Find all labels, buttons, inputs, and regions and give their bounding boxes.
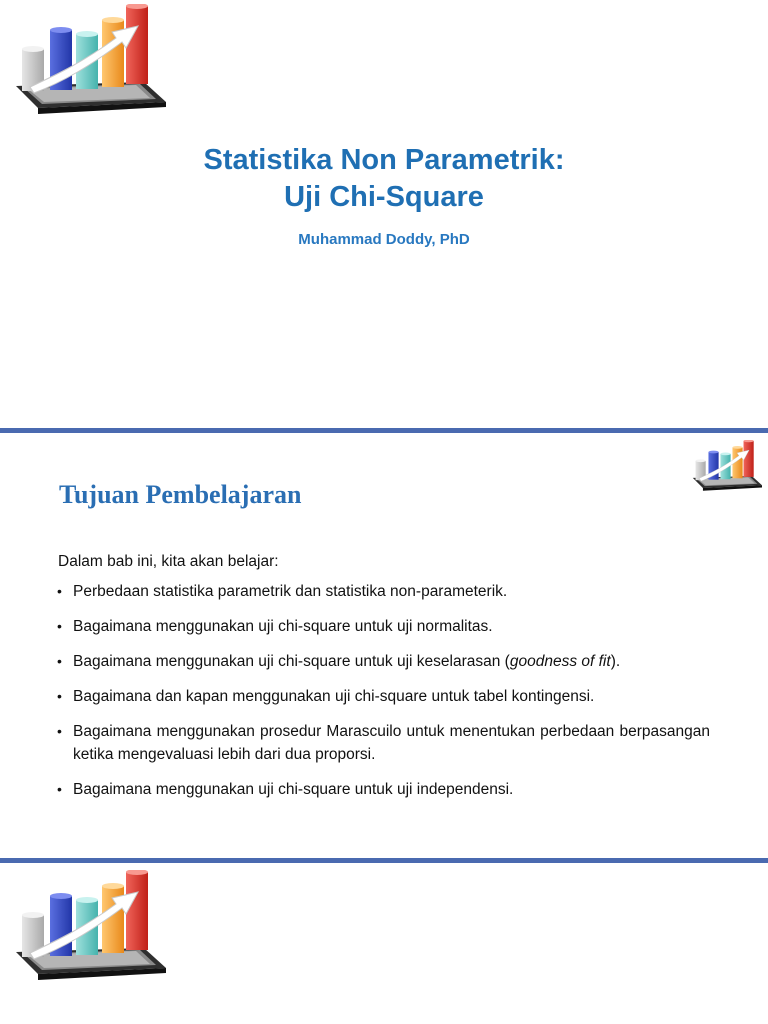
slide-title: Tujuan Pembelajaran [59,480,302,509]
objectives-list [56,580,710,813]
title-line-2: Uji Chi-Square [284,181,484,213]
list-item: • Perbedaan statistika parametrik dan statistika non-parameterik. [56,580,710,603]
intro-text: Dalam bab ini, kita akan belajar: [58,553,279,570]
list-item: • Bagaimana dan kapan menggunakan uji chi-square untuk tabel kontingensi. [56,685,710,708]
bar-chart-tablet-icon [8,4,168,134]
objectives-slide [0,434,768,858]
list-item: • Bagaimana menggunakan uji chi-square untuk uji normalitas. [56,615,710,638]
bar-chart-tablet-icon [8,870,168,1000]
author-name: Muhammad Doddy, PhD [298,231,470,248]
title-line-1: Statistika Non Parametrik: [203,144,565,176]
list-item: • Bagaimana menggunakan uji chi-square untuk uji keselarasan (goodness of fit). [56,650,710,673]
third-slide-preview [0,864,768,1024]
list-item: • Bagaimana menggunakan uji chi-square untuk uji independensi. [56,778,710,801]
bar-chart-tablet-icon [689,440,763,500]
list-item: • Bagaimana menggunakan prosedur Marascuilo untuk menentukan perbedaan berpasangan ketika mengevaluasi lebih dari dua proporsi. [56,720,710,766]
slide-separator [0,858,768,863]
slide-separator [0,428,768,433]
italic-term: goodness of fit [509,653,611,670]
title-slide [0,0,768,428]
presentation-title [0,142,768,216]
